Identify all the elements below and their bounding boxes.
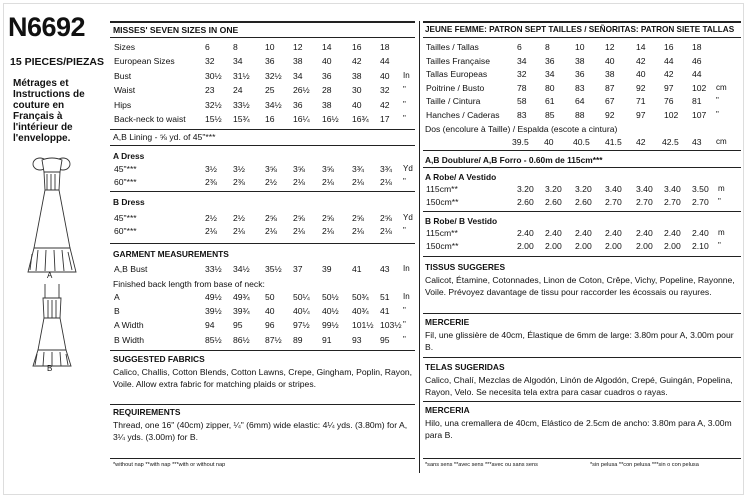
value-cell: 34 [545, 69, 555, 80]
pattern-number: N6692 [8, 12, 86, 42]
value-cell: 16 [664, 42, 674, 52]
mercerie-text: Fil, une glissière de 40cm, Élastique de 6mm de large: 3.80m pour A, 3.00m pour B. [425, 330, 734, 352]
value-cell: 49½ [205, 292, 222, 302]
value-cell: 2.40 [692, 228, 709, 238]
value-cell: 107 [692, 110, 707, 120]
value-cell: 12 [605, 42, 615, 52]
value-cell: 41 [352, 264, 362, 274]
row-label: Hips [114, 99, 132, 110]
value-cell: 3.40 [605, 184, 622, 194]
unit-label: m [718, 184, 725, 193]
value-cell: 3.20 [575, 184, 592, 194]
rule [423, 150, 741, 151]
row-label: 115cm** [426, 184, 458, 194]
row-label: 45"*** [114, 164, 137, 174]
value-cell: 2⅛ [293, 177, 305, 187]
value-cell: 10 [575, 42, 585, 52]
value-cell: 2⅛ [352, 177, 364, 187]
french-instructions-note: Métrages et Instructions de couture en Français à l'intérieur de l'enveloppe. [13, 78, 85, 144]
value-cell: 34 [517, 55, 527, 66]
value-cell: 42 [636, 137, 646, 147]
value-cell: 87½ [265, 334, 282, 345]
value-cell: 6 [517, 42, 522, 52]
value-cell: 2⅛ [322, 226, 334, 236]
value-cell: 34½ [233, 264, 250, 274]
unit-label: " [403, 114, 406, 123]
value-cell: 83 [575, 82, 585, 93]
value-cell: 17 [380, 114, 390, 124]
rule [110, 37, 415, 38]
value-cell: 38 [605, 69, 615, 80]
value-cell: 64 [575, 96, 585, 107]
value-cell: 3.40 [664, 184, 681, 194]
unit-label: " [718, 241, 721, 250]
value-cell: 36 [545, 55, 555, 66]
value-cell: 2.40 [575, 228, 592, 238]
finished-length-label: Finished back length from base of neck: [113, 279, 265, 289]
value-cell: 41.5 [605, 137, 622, 147]
value-cell: 2⅛ [352, 226, 364, 236]
telas-text: Calico, Chalí, Mezclas de Algodón, Linón de Algodón, Crepé, Guingán, Popelina, Rayon, Velo. Se necesita tela extra para casar cuadros o rayas. [425, 375, 733, 397]
value-cell: 95 [233, 320, 243, 331]
row-label: 45"*** [114, 213, 137, 223]
value-cell: 3¾ [380, 164, 392, 174]
value-cell: 31½ [233, 70, 250, 81]
right-footnote-es: *sin pelusa **con pelusa ***sin o con pelusa [590, 462, 699, 468]
telas-title: TELAS SUGERIDAS [425, 362, 505, 372]
garment-measurements-title: GARMENT MEASUREMENTS [113, 249, 229, 259]
unit-label: " [403, 226, 406, 235]
value-cell: 88 [575, 110, 585, 120]
value-cell: 2.10 [692, 241, 709, 251]
value-cell: 28 [322, 85, 332, 96]
value-cell: 25 [265, 85, 275, 96]
value-cell: 2⅝ [293, 213, 305, 223]
unit-label: In [403, 292, 410, 301]
value-cell: 2⅝ [322, 213, 334, 223]
rule [110, 350, 415, 351]
value-cell: 102 [664, 110, 679, 120]
unit-label: Yd [403, 164, 413, 173]
row-label: European Sizes [114, 56, 175, 67]
dress-illustrations [18, 150, 90, 380]
back-length-label: Dos (encolure à Taille) / Espalda (escote a cintura) [425, 124, 618, 134]
value-cell: 91 [322, 334, 332, 345]
value-cell: 34 [293, 70, 303, 81]
rule [423, 458, 741, 459]
value-cell: 40 [636, 69, 646, 80]
left-title-rule [110, 21, 415, 23]
value-cell: 101½ [352, 320, 374, 331]
a-dress-title: A Dress [113, 151, 145, 161]
value-cell: 16¾ [352, 114, 369, 124]
value-cell: 32½ [205, 99, 222, 110]
column-divider [419, 21, 420, 473]
rule [423, 313, 741, 314]
value-cell: 36 [265, 56, 275, 67]
value-cell: 40.5 [573, 137, 590, 147]
pieces-count: 15 PIECES/PIEZAS [10, 56, 104, 68]
value-cell: 2½ [233, 213, 245, 223]
merceria-text: Hilo, una cremallera de 40cm, Elástico de 2.5cm de ancho: 3.80m para A, 3.00m para B. [425, 418, 732, 440]
row-label: 60"*** [114, 226, 137, 236]
value-cell: 40 [265, 306, 275, 317]
value-cell: 80 [545, 82, 555, 93]
value-cell: 3.50 [692, 184, 709, 194]
value-cell: 2⅛ [380, 177, 392, 187]
value-cell: 2.40 [517, 228, 534, 238]
rule [423, 37, 741, 38]
rule [110, 243, 415, 244]
unit-label: " [403, 85, 406, 95]
value-cell: 2⅛ [205, 226, 217, 236]
row-label: A,B Bust [114, 264, 148, 274]
value-cell: 3½ [205, 164, 217, 174]
value-cell: 40¾ [352, 306, 369, 317]
value-cell: 2.70 [692, 197, 709, 207]
dress-b-drawing [33, 284, 71, 366]
unit-label: " [716, 110, 719, 119]
value-cell: 87 [605, 82, 615, 93]
value-cell: 2.00 [605, 241, 622, 251]
value-cell: 33½ [233, 99, 250, 110]
value-cell: 2.60 [545, 197, 562, 207]
value-cell: 3⅝ [265, 164, 277, 174]
value-cell: 44 [692, 69, 702, 80]
row-label: B [114, 306, 120, 317]
unit-label: In [403, 70, 410, 80]
value-cell: 2⅝ [265, 213, 277, 223]
left-lining-line: A,B Lining - ⅝ yd. of 45"*** [113, 132, 216, 142]
suggested-fabrics-title: SUGGESTED FABRICS [113, 354, 205, 364]
requirements-text: Thread, one 16" (40cm) zipper, ¼" (6mm) wide elastic: 4¼ yds. (3.80m) for A, 3¼ yds. (3.00m) for B. [113, 420, 408, 442]
value-cell: 40 [322, 56, 332, 67]
value-cell: 2⅛ [293, 226, 305, 236]
row-label: 150cm** [426, 241, 459, 251]
value-cell: 97 [636, 110, 646, 120]
value-cell: 6 [205, 42, 210, 52]
b-robe-title: B Robe/ B Vestido [425, 216, 498, 226]
mercerie-title: MERCERIE [425, 317, 470, 327]
rule [110, 404, 415, 405]
unit-label: cm [716, 137, 727, 146]
value-cell: 2.40 [545, 228, 562, 238]
unit-label: " [403, 334, 406, 344]
value-cell: 92 [636, 82, 646, 93]
value-cell: 43 [380, 264, 390, 274]
drawing-label-a: A [47, 271, 53, 280]
value-cell: 10 [265, 42, 275, 52]
value-cell: 32½ [265, 70, 282, 81]
value-cell: 15¾ [233, 114, 250, 124]
requirements-title: REQUIREMENTS [113, 407, 181, 417]
value-cell: 38 [352, 70, 362, 81]
value-cell: 15½ [205, 114, 222, 124]
rule [423, 256, 741, 257]
value-cell: 8 [545, 42, 550, 52]
row-label: Poitrine / Busto [426, 82, 485, 93]
value-cell: 23 [205, 85, 215, 96]
value-cell: 32 [517, 69, 527, 80]
unit-label: m [718, 228, 725, 237]
value-cell: 44 [380, 56, 390, 67]
value-cell: 40 [605, 55, 615, 66]
value-cell: 2½ [205, 213, 217, 223]
value-cell: 30½ [205, 70, 222, 81]
value-cell: 42 [352, 56, 362, 67]
row-label: A [114, 292, 120, 302]
value-cell: 3¾ [352, 164, 364, 174]
value-cell: 83 [517, 110, 527, 120]
value-cell: 40 [352, 99, 362, 110]
value-cell: 36 [293, 99, 303, 110]
value-cell: 14 [322, 42, 332, 52]
unit-label: " [403, 177, 406, 186]
value-cell: 103½ [380, 320, 402, 331]
rule [423, 167, 741, 168]
value-cell: 38 [293, 56, 303, 67]
value-cell: 30 [352, 85, 362, 96]
value-cell: 102 [692, 82, 707, 93]
value-cell: 40 [544, 137, 554, 147]
drawing-label-b: B [47, 364, 53, 373]
value-cell: 2⅛ [380, 226, 392, 236]
row-label: Back-neck to waist [114, 114, 186, 124]
unit-label: " [716, 96, 719, 106]
row-label: Tailles / Tallas [426, 42, 479, 52]
value-cell: 18 [380, 42, 390, 52]
value-cell: 97½ [293, 320, 310, 331]
value-cell: 67 [605, 96, 615, 107]
left-footnote: *without nap **with nap ***with or without nap [113, 462, 226, 468]
right-title: JEUNE FEMME: PATRON SEPT TAILLES / SEÑORITAS: PATRON SIETE TALLAS [425, 25, 735, 34]
value-cell: 50¾ [352, 292, 369, 302]
value-cell: 42 [636, 55, 646, 66]
b-dress-title: B Dress [113, 197, 145, 207]
value-cell: 40½ [322, 306, 339, 317]
value-cell: 49¾ [233, 292, 250, 302]
value-cell: 3½ [233, 164, 245, 174]
value-cell: 2.00 [545, 241, 562, 251]
value-cell: 99½ [322, 320, 339, 331]
value-cell: 71 [636, 96, 646, 107]
value-cell: 39½ [205, 306, 222, 317]
unit-label: In [403, 264, 410, 273]
value-cell: 76 [664, 96, 674, 107]
value-cell: 78 [517, 82, 527, 93]
value-cell: 97 [664, 82, 674, 93]
value-cell: 2.70 [664, 197, 681, 207]
value-cell: 36 [575, 69, 585, 80]
value-cell: 3⅝ [322, 164, 334, 174]
value-cell: 42.5 [662, 137, 679, 147]
value-cell: 85 [545, 110, 555, 120]
value-cell: 35½ [265, 264, 282, 274]
value-cell: 42 [664, 69, 674, 80]
value-cell: 3⅝ [293, 164, 305, 174]
dress-a-drawing [28, 158, 76, 272]
row-label: Bust [114, 70, 132, 81]
value-cell: 36 [322, 70, 332, 81]
value-cell: 33½ [205, 264, 222, 274]
rule [110, 458, 415, 459]
unit-label: " [718, 197, 721, 206]
value-cell: 95 [380, 334, 390, 345]
rule [110, 129, 415, 130]
unit-label: Yd [403, 213, 413, 222]
value-cell: 3.40 [636, 184, 653, 194]
value-cell: 2.60 [575, 197, 592, 207]
value-cell: 37 [293, 264, 303, 274]
rule [110, 191, 415, 192]
value-cell: 2½ [265, 177, 277, 187]
value-cell: 32 [380, 85, 390, 96]
value-cell: 2.00 [664, 241, 681, 251]
value-cell: 39 [322, 264, 332, 274]
value-cell: 14 [636, 42, 646, 52]
value-cell: 96 [265, 320, 275, 331]
value-cell: 2.70 [636, 197, 653, 207]
left-title: MISSES' SEVEN SIZES IN ONE [113, 25, 239, 35]
value-cell: 61 [545, 96, 555, 107]
value-cell: 93 [352, 334, 362, 345]
value-cell: 12 [293, 42, 303, 52]
value-cell: 32 [205, 56, 215, 67]
row-label: B Width [114, 334, 145, 345]
rule [423, 401, 741, 402]
value-cell: 50½ [322, 292, 339, 302]
value-cell: 51 [380, 292, 390, 302]
value-cell: 16 [265, 114, 275, 124]
row-label: Waist [114, 85, 136, 96]
right-lining-line: A,B Doublure/ A,B Forro - 0.60m de 115cm*** [425, 155, 603, 165]
value-cell: 2⅛ [265, 226, 277, 236]
value-cell: 44 [664, 55, 674, 66]
value-cell: 40¼ [293, 306, 310, 317]
row-label: Sizes [114, 42, 136, 52]
value-cell: 8 [233, 42, 238, 52]
row-label: Taille / Cintura [426, 96, 481, 107]
value-cell: 81 [692, 96, 702, 107]
value-cell: 2⅜ [205, 177, 217, 187]
rule [423, 357, 741, 358]
value-cell: 2⅛ [233, 226, 245, 236]
right-title-rule [423, 21, 741, 23]
value-cell: 26½ [293, 85, 310, 96]
value-cell: 86½ [233, 334, 250, 345]
value-cell: 50 [265, 292, 275, 302]
value-cell: 38 [575, 55, 585, 66]
value-cell: 39¾ [233, 306, 250, 317]
value-cell: 2⅛ [322, 177, 334, 187]
unit-label: " [403, 99, 406, 109]
value-cell: 34 [233, 56, 243, 67]
row-label: Tailles Française [426, 55, 490, 66]
rule [110, 145, 415, 146]
value-cell: 43 [692, 137, 702, 147]
value-cell: 58 [517, 96, 527, 107]
unit-label: cm [716, 82, 727, 92]
merceria-title: MERCERIA [425, 405, 470, 415]
value-cell: 40 [380, 70, 390, 81]
a-robe-title: A Robe/ A Vestido [425, 172, 497, 182]
row-label: 115cm** [426, 228, 458, 238]
value-cell: 39.5 [512, 137, 529, 147]
value-cell: 50¼ [293, 292, 310, 302]
unit-label: " [403, 320, 406, 330]
tissus-text: Calicot, Étamine, Cotonnades, Linon de Coton, Crêpe, Vichy, Popeline, Rayonne, Voile. Prévoyez davantage de tissu pour raccorder les écossais ou rayures. [425, 275, 735, 297]
value-cell: 46 [692, 55, 702, 66]
value-cell: 3.20 [517, 184, 534, 194]
value-cell: 2⅝ [352, 213, 364, 223]
value-cell: 2.00 [636, 241, 653, 251]
value-cell: 18 [692, 42, 702, 52]
value-cell: 89 [293, 334, 303, 345]
value-cell: 41 [380, 306, 390, 317]
value-cell: 92 [605, 110, 615, 120]
value-cell: 2.00 [575, 241, 592, 251]
value-cell: 2.40 [636, 228, 653, 238]
value-cell: 24 [233, 85, 243, 96]
value-cell: 3.20 [545, 184, 562, 194]
row-label: A Width [114, 320, 144, 331]
row-label: 150cm** [426, 197, 459, 207]
value-cell: 2.40 [605, 228, 622, 238]
row-label: 60"*** [114, 177, 137, 187]
value-cell: 94 [205, 320, 215, 331]
row-label: Tallas Europeas [426, 69, 488, 80]
value-cell: 2⅜ [233, 177, 245, 187]
value-cell: 2.40 [664, 228, 681, 238]
value-cell: 2.00 [517, 241, 534, 251]
value-cell: 16½ [322, 114, 339, 124]
unit-label: " [403, 306, 406, 316]
value-cell: 2⅝ [380, 213, 392, 223]
right-footnote-fr: *sans sens **avec sens ***avec ou sans sens [425, 462, 538, 468]
value-cell: 38 [322, 99, 332, 110]
value-cell: 16¼ [293, 114, 310, 124]
value-cell: 2.60 [517, 197, 534, 207]
value-cell: 16 [352, 42, 362, 52]
tissus-title: TISSUS SUGGERES [425, 262, 506, 272]
suggested-fabrics-text: Calico, Challis, Cotton Blends, Cotton Lawns, Crepe, Gingham, Poplin, Rayon, Voile. Allow extra fabric for matching plaids or stripes. [113, 367, 413, 389]
rule [423, 211, 741, 212]
value-cell: 42 [380, 99, 390, 110]
value-cell: 34½ [265, 99, 282, 110]
value-cell: 2.70 [605, 197, 622, 207]
value-cell: 85½ [205, 334, 222, 345]
row-label: Hanches / Caderas [426, 110, 500, 120]
